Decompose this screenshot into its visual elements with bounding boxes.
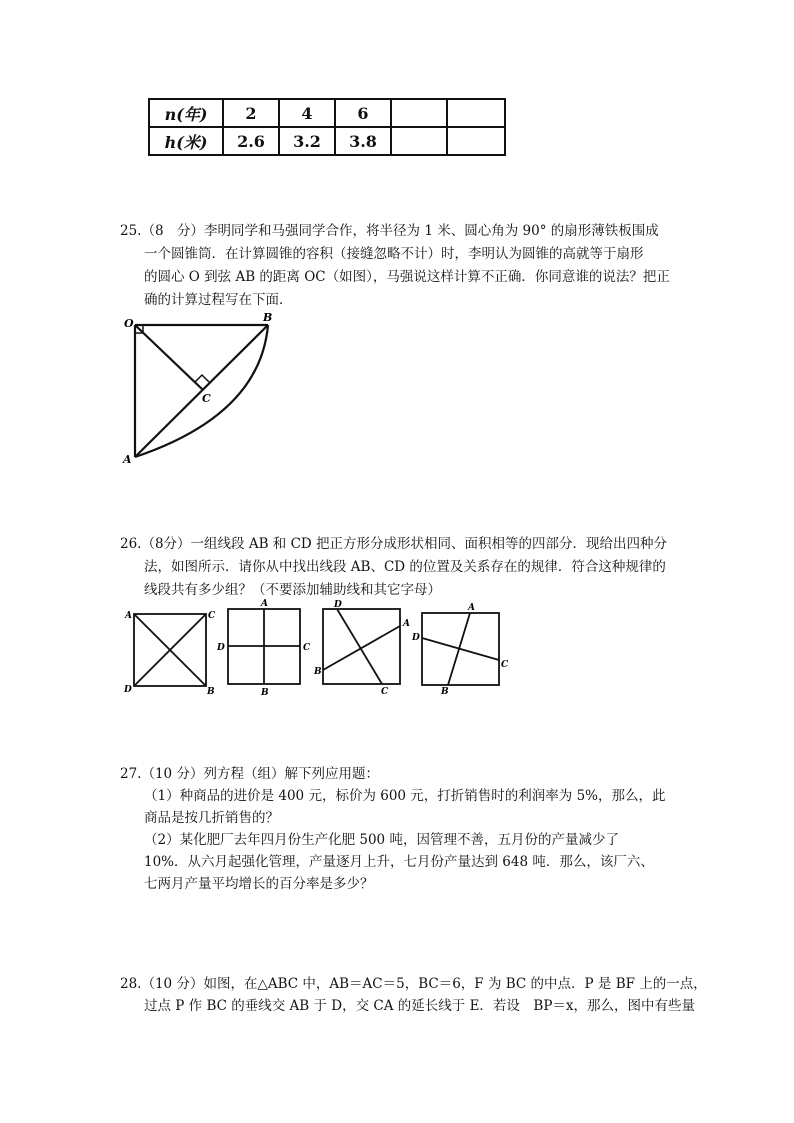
table-cell: 3.8 bbox=[335, 127, 391, 155]
q25-line3: 的圆心 O 到弦 AB 的距离 OC（如图），马强说这样计算不正确．你同意谁的说法？把正 bbox=[144, 269, 670, 285]
table-cell bbox=[447, 127, 505, 155]
fig3-label-b: B bbox=[314, 667, 322, 677]
table-cell bbox=[391, 99, 447, 127]
fig3-label-a: A bbox=[403, 619, 410, 629]
fig3-segment-cd bbox=[337, 609, 382, 684]
fig3-label-d: D bbox=[334, 600, 342, 610]
fig4-label-a: A bbox=[468, 603, 475, 613]
label-b: B bbox=[263, 311, 273, 324]
fig4-label-d: D bbox=[412, 633, 420, 643]
q28-line1: 28.（10 分）如图，在△ABC 中，AB＝AC＝5，BC＝6，F 为 BC 的中点．P 是 BF 上的一点， bbox=[120, 976, 707, 992]
q27-line6: 七两月产量平均增长的百分率是多少？ bbox=[144, 876, 374, 892]
fig4-label-b: B bbox=[441, 687, 449, 697]
table-cell: n(年) bbox=[149, 99, 223, 127]
q27-line1: 27.（10 分）列方程（组）解下列应用题： bbox=[120, 766, 379, 782]
table-cell: 4 bbox=[279, 99, 335, 127]
table-cell: 6 bbox=[335, 99, 391, 127]
fig1-label-d: D bbox=[124, 685, 132, 695]
fig1-label-b: B bbox=[207, 687, 215, 697]
q26-line2: 法，如图所示．请你从中找出线段 AB、CD 的位置及关系存在的规律．符合这种规律的 bbox=[144, 559, 666, 575]
q26-line1: 26.（8分）一组线段 AB 和 CD 把正方形分成形状相同、面积相等的四部分．现给出四种分 bbox=[120, 536, 668, 552]
q27-line5: 10%．从六月起强化管理，产量逐月上升，七月份产量达到 648 吨．那么，该厂六、 bbox=[144, 854, 654, 870]
q27-line3: 商品是按几折销售的？ bbox=[144, 810, 279, 826]
fig2-label-d: D bbox=[217, 643, 225, 653]
table-row bbox=[149, 127, 505, 155]
fig2-label-b: B bbox=[261, 688, 269, 698]
fig3-segment-ab bbox=[323, 626, 400, 670]
right-angle-mark-c bbox=[195, 375, 209, 382]
label-o: O bbox=[124, 317, 134, 330]
segment-oc bbox=[135, 325, 202, 389]
fig2-label-c: C bbox=[303, 643, 311, 653]
q25-line1: 25.（8 分）李明同学和马强同学合作，将半径为 1 米、圆心角为 90° 的扇形薄铁板围成 bbox=[120, 223, 659, 239]
table-row bbox=[149, 99, 505, 127]
fig3-label-c: C bbox=[381, 687, 389, 697]
table-cell: 2.6 bbox=[223, 127, 279, 155]
square-fig3 bbox=[323, 609, 400, 684]
data-table bbox=[148, 98, 506, 156]
q27-line4: （2）某化肥厂去年四月份生产化肥 500 吨，因管理不善，五月份的产量减少了 bbox=[144, 832, 619, 848]
q26-square-figures bbox=[115, 598, 515, 700]
q27-line2: （1）种商品的进价是 400 元，标价为 600 元，打折销售时的利润率为 5%，那么，此 bbox=[144, 788, 666, 804]
table-cell: 3.2 bbox=[279, 127, 335, 155]
label-a: A bbox=[123, 453, 132, 466]
fig1-label-a: A bbox=[125, 611, 132, 621]
q26-line3: 线段共有多少组？（不要添加辅助线和其它字母） bbox=[144, 582, 441, 598]
table-cell bbox=[447, 99, 505, 127]
fig1-label-c: C bbox=[208, 611, 216, 621]
q28-line2: 过点 P 作 BC 的垂线交 AB 于 D，交 CA 的延长线于 E．若设 BP＝x，那么，图中有些量 bbox=[144, 998, 696, 1014]
table-cell: 2 bbox=[223, 99, 279, 127]
fig4-label-c: C bbox=[501, 660, 509, 670]
table-cell bbox=[391, 127, 447, 155]
fig2-label-a: A bbox=[261, 599, 268, 609]
q25-sector-figure bbox=[110, 305, 290, 470]
label-c: C bbox=[202, 392, 211, 405]
table-cell: h(米) bbox=[149, 127, 223, 155]
q25-line2: 一个圆锥筒．在计算圆锥的容积（接缝忽略不计）时，李明认为圆锥的高就等于扇形 bbox=[144, 246, 644, 262]
q25-line4: 确的计算过程写在下面． bbox=[144, 292, 293, 308]
